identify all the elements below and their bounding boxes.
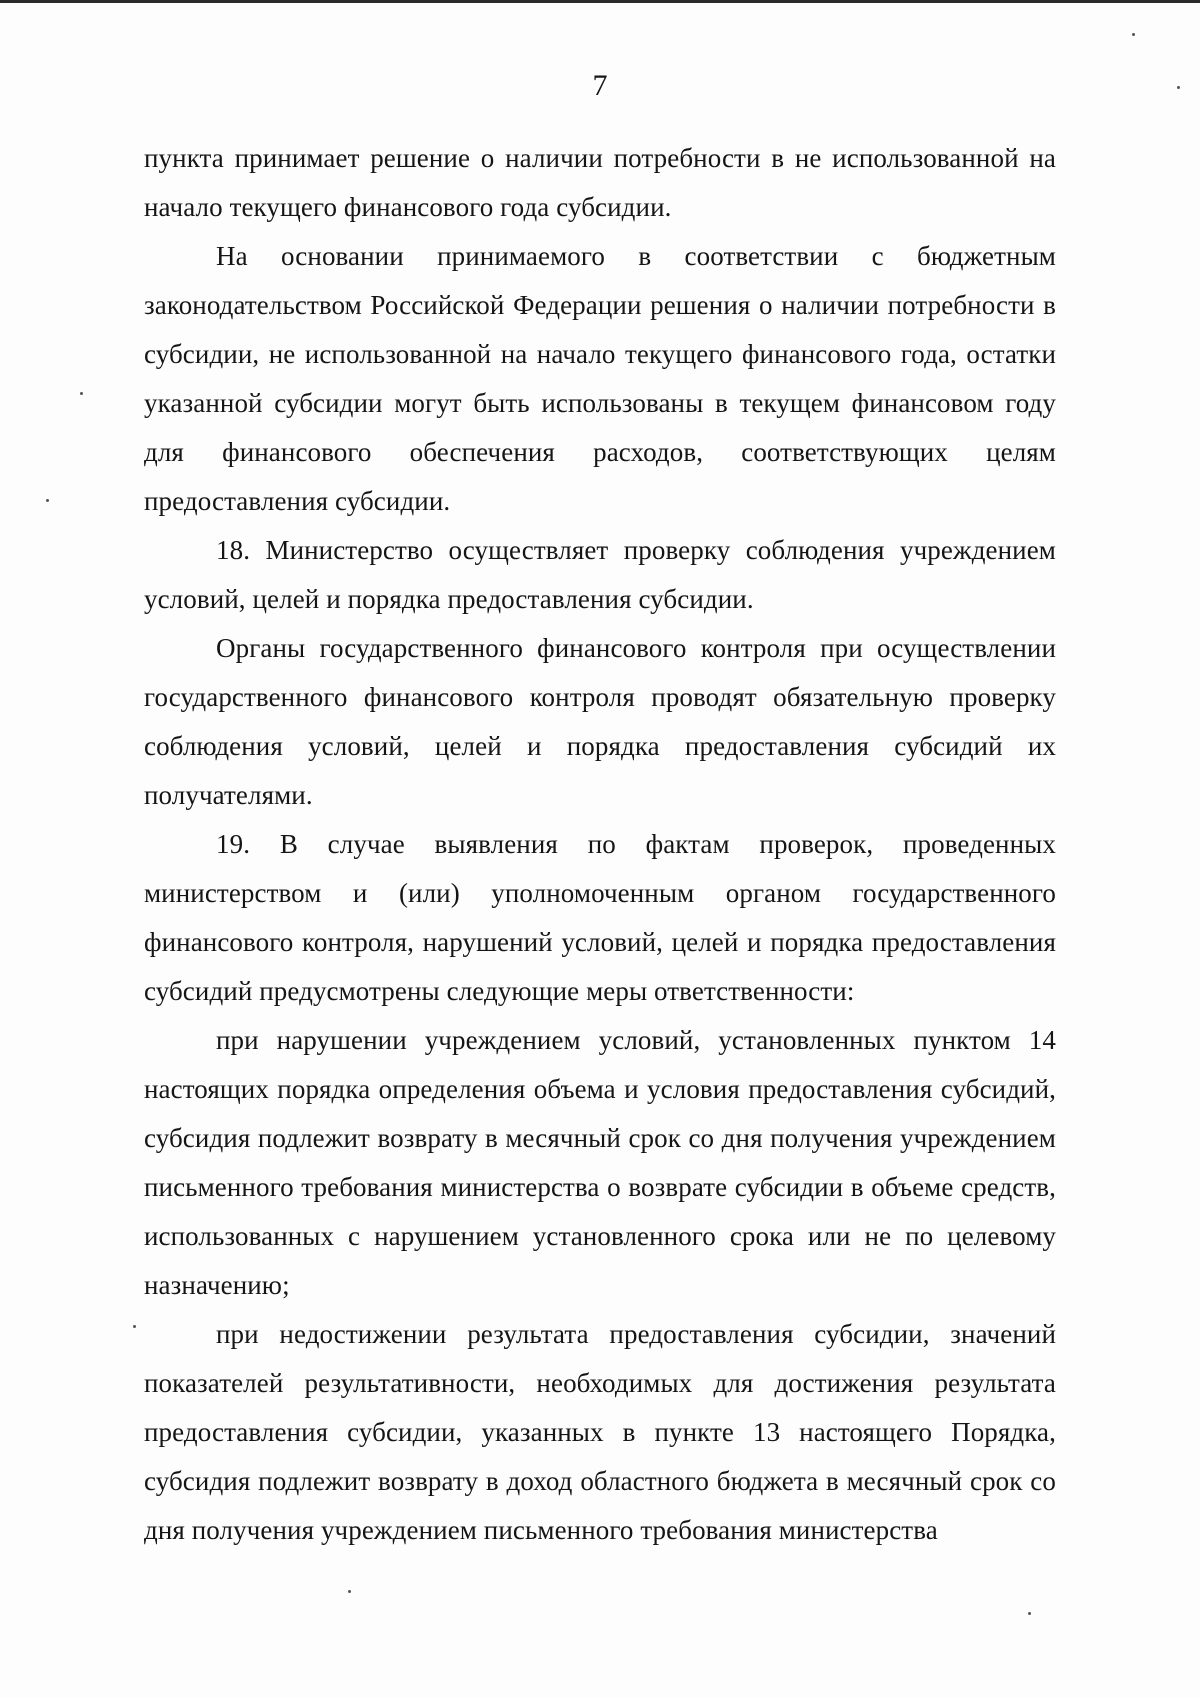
page-number: 7 xyxy=(592,69,608,102)
scan-speck xyxy=(348,1590,351,1593)
top-border-line xyxy=(0,0,1200,3)
scan-speck xyxy=(46,499,49,502)
scan-speck xyxy=(1028,1612,1031,1615)
paragraph-financial-control: Органы государственного финансового контроля при осуществлении государственного финансового контроля проводят обязательную проверку соблюдения условий, целей и порядка предоставления субсидий их получателями. xyxy=(144,633,1056,810)
paragraph-budget-basis: На основании принимаемого в соответствии с бюджетным законодательством Российской Федерации решения о наличии потребности в субсидии, не использованной на начало текущего финансового года, остатки указанной субсидии могут быть использованы в текущем финансовом году для финансового обеспечения расходов, соответствующих целям предоставления субсидии. xyxy=(144,241,1056,516)
scan-speck xyxy=(1177,86,1180,89)
paragraph-item-18: 18. Министерство осуществляет проверку соблюдения учреждением условий, целей и порядка предоставления субсидии. xyxy=(144,535,1056,614)
paragraph-continuation: пункта принимает решение о наличии потребности в не использованной на начало текущего финансового года субсидии. xyxy=(144,143,1056,222)
scan-speck xyxy=(133,1325,136,1328)
scan-speck xyxy=(1132,33,1135,36)
paragraph-violation-conditions: при нарушении учреждением условий, установленных пунктом 14 настоящих порядка определения объема и условия предоставления субсидий, субсидия подлежит возврату в месячный срок со дня получения учреждением письменного требования министерства о возврате субсидии в объеме средств, использованных с нарушением установленного срока или не по целевому назначению; xyxy=(144,1025,1056,1300)
paragraph-non-achievement: при недостижении результата предоставления субсидии, значений показателей результативности, необходимых для достижения результата предоставления субсидии, указанных в пункте 13 настоящего Порядка, субсидия подлежит возврату в доход областного бюджета в месячный срок со дня получения учреждением письменного требования министерства xyxy=(144,1319,1056,1545)
paragraph-item-19: 19. В случае выявления по фактам проверок, проведенных министерством и (или) уполномоченным органом государственного финансового контроля, нарушений условий, целей и порядка предоставления субсидий предусмотрены следующие меры ответственности: xyxy=(144,829,1056,1006)
scan-speck xyxy=(80,392,83,395)
document-body xyxy=(144,134,1056,1555)
